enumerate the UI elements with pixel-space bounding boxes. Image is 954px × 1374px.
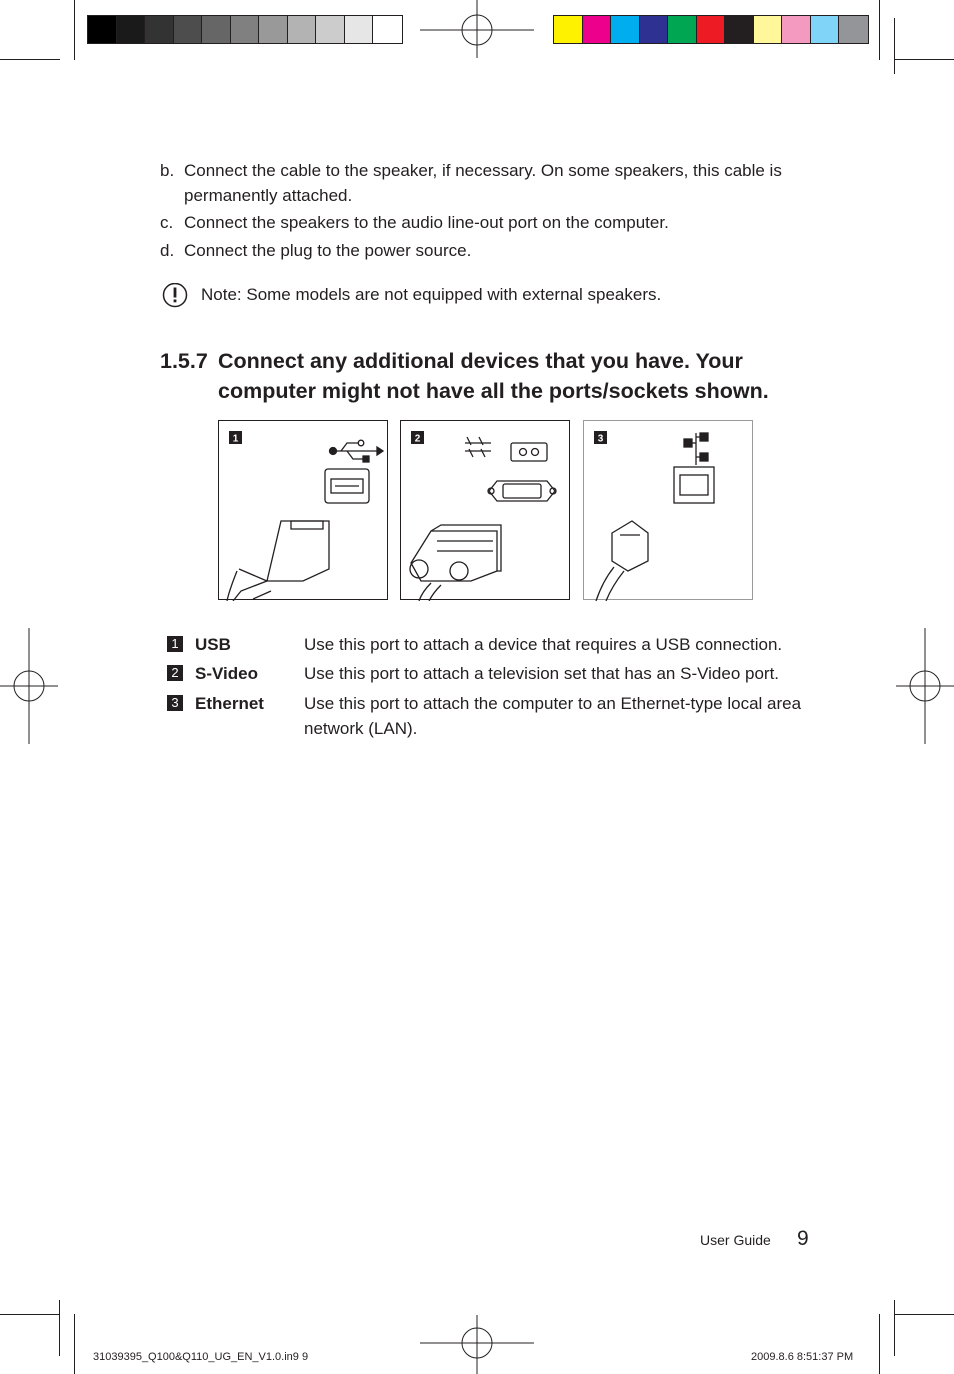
- list-letter: d.: [160, 241, 175, 260]
- port-legend-row: [167, 632, 817, 660]
- note-text: Note: Some models are not equipped with external speakers.: [201, 285, 662, 304]
- callout-1: 1: [232, 433, 239, 445]
- grayscale-color-bar: [87, 15, 403, 44]
- list-item: [160, 238, 820, 263]
- port-legend-row: [167, 691, 817, 743]
- port-number-badge: 2: [167, 665, 183, 681]
- port-name: S-Video: [195, 664, 258, 683]
- s-video-icon: [401, 421, 571, 601]
- callout-2: 2: [414, 433, 421, 445]
- page-number: 9: [797, 1227, 809, 1250]
- list-text: Connect the speakers to the audio line-out port on the computer.: [184, 213, 669, 232]
- color-swatch: [839, 16, 868, 43]
- print-timestamp: 2009.8.6 8:51:37 PM: [751, 1351, 854, 1363]
- list-letter: c.: [160, 213, 174, 232]
- color-swatch: [611, 16, 640, 43]
- usb-icon: [219, 421, 389, 601]
- list-text: Connect the cable to the speaker, if necessary. On some speakers, this cable is permanently attached.: [184, 161, 782, 205]
- color-swatch: [288, 16, 317, 43]
- list-text: Connect the plug to the power source.: [184, 241, 472, 260]
- port-name: USB: [195, 635, 231, 654]
- port-number-badge: 1: [167, 636, 183, 652]
- s-video-port-illustration: [400, 420, 570, 600]
- color-swatch: [316, 16, 345, 43]
- color-swatch: [697, 16, 726, 43]
- color-swatch: [811, 16, 840, 43]
- port-description: Use this port to attach a television set that has an S-Video port.: [304, 664, 780, 683]
- color-swatch: [754, 16, 783, 43]
- list-letter: b.: [160, 161, 175, 180]
- usb-port-illustration: [218, 420, 388, 600]
- process-color-bar: [553, 15, 869, 44]
- file-slug: 31039395_Q100&Q110_UG_EN_V1.0.in9 9: [93, 1351, 309, 1363]
- footer-label: User Guide: [700, 1232, 771, 1248]
- color-swatch: [345, 16, 374, 43]
- color-swatch: [554, 16, 583, 43]
- color-swatch: [725, 16, 754, 43]
- color-swatch: [583, 16, 612, 43]
- color-swatch: [88, 16, 117, 43]
- port-description: Use this port to attach a device that requires a USB connection.: [304, 635, 783, 654]
- color-swatch: [668, 16, 697, 43]
- exclamation-circle-icon: [160, 283, 190, 309]
- color-swatch: [174, 16, 203, 43]
- port-number-badge: 3: [167, 695, 183, 711]
- color-swatch: [373, 16, 402, 43]
- port-name: Ethernet: [195, 694, 264, 713]
- color-swatch: [259, 16, 288, 43]
- color-swatch: [782, 16, 811, 43]
- color-swatch: [640, 16, 669, 43]
- color-swatch: [231, 16, 260, 43]
- ethernet-icon: [584, 421, 754, 601]
- color-swatch: [117, 16, 146, 43]
- callout-3: 3: [597, 433, 604, 445]
- list-item: [160, 158, 820, 208]
- port-legend-row: [167, 661, 817, 689]
- color-swatch: [145, 16, 174, 43]
- list-item: [160, 210, 820, 235]
- heading-line-2: computer might not have all the ports/sockets shown.: [218, 379, 769, 403]
- color-swatch: [202, 16, 231, 43]
- ethernet-port-illustration: [583, 420, 753, 600]
- section-number: 1.5.7: [160, 349, 208, 373]
- heading-line-1: Connect any additional devices that you have. Your: [218, 349, 743, 373]
- port-description: Use this port to attach the computer to an Ethernet-type local area network (LAN).: [304, 694, 802, 738]
